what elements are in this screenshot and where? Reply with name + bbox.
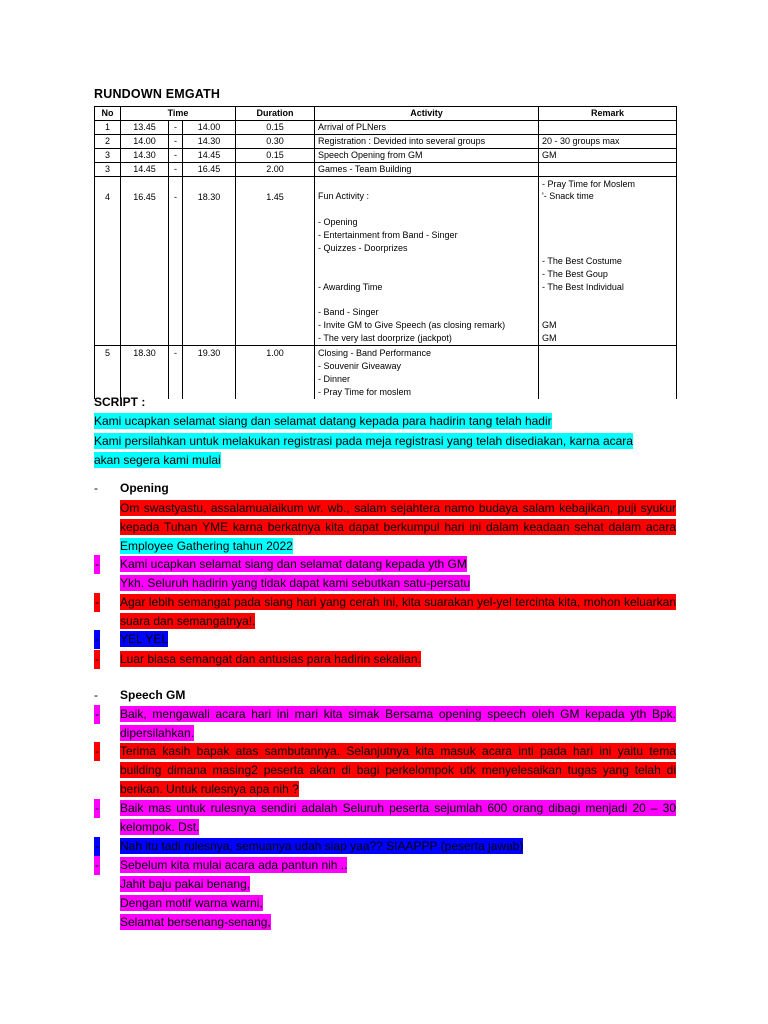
- activity-line: Closing - Band Performance: [318, 348, 432, 359]
- speech-paragraph-3: Baik mas untuk rulesnya sendiri adalah Seluruh peserta sejumlah 600 orang dibagi menjadi 20 – 30 kelompok. Dst.: [120, 801, 676, 834]
- table-row: [95, 346, 677, 399]
- cell-no: 4: [95, 176, 121, 346]
- cell-no: 3: [95, 162, 121, 176]
- activity-line: [318, 178, 535, 191]
- line-bullet: -: [94, 837, 100, 856]
- header-duration: Duration: [236, 107, 315, 121]
- event-name: Employee Gathering tahun 2022: [120, 539, 293, 553]
- opening-paragraph-5: YEL YEL: [120, 632, 169, 646]
- cell-no: 5: [95, 346, 121, 399]
- cell-remark: [539, 162, 677, 176]
- cell-start: 14.30: [121, 148, 169, 162]
- cell-remark: [539, 121, 677, 135]
- activity-line: - Awarding Time: [318, 281, 383, 292]
- cell-activity: [315, 346, 539, 399]
- line-bullet: -: [94, 705, 100, 724]
- opening-text: Om swastyastu, assalamualaikum wr. wb., salam sejahtera namo budaya salam kebajikan, puji syukur kepada Tuhan YME karna berkatnya kita dapat berkumpul hari ini dalam keadaan sehat dalam acara: [120, 501, 676, 534]
- pantun-line-1: Jahit baju pakai benang,: [120, 877, 251, 891]
- remark-line: - The Best Goup: [542, 268, 608, 279]
- cell-activity: [315, 121, 539, 135]
- activity-line: - Quizzes - Doorprizes: [318, 243, 408, 254]
- activity-line: - Band - Singer: [318, 307, 379, 318]
- cell-dash: -: [169, 162, 183, 176]
- speech-paragraph-1: Baik, mengawali acara hari ini mari kita simak Bersama opening speech oleh GM kepada yth Bpk. dipersilahkan.: [120, 707, 676, 740]
- opening-paragraph-3: Ykh. Seluruh hadirin yang tidak dapat kami sebutkan satu-persatu: [120, 576, 471, 590]
- remark-line: [542, 216, 673, 229]
- cell-remark: [539, 346, 677, 399]
- activity-line: [318, 203, 535, 216]
- activity-line: - Dinner: [318, 373, 351, 384]
- remark-line: [542, 347, 673, 360]
- remark-line: GM: [542, 320, 557, 331]
- cell-no: 1: [95, 121, 121, 135]
- activity-line: Games - Team Building: [318, 163, 412, 174]
- line-bullet: -: [94, 650, 100, 669]
- remark-line: [542, 386, 673, 399]
- activity-line: - Souvenir Giveaway: [318, 361, 402, 372]
- line-bullet: -: [94, 742, 100, 761]
- cell-end: 19.30: [183, 346, 236, 399]
- intro-line: Kami ucapkan selamat siang dan selamat datang kepada para hadirin tang telah hadir: [94, 414, 552, 428]
- remark-line: '- Snack time: [542, 191, 594, 202]
- cell-dash: -: [169, 148, 183, 162]
- intro-line: akan segera kami mulai: [94, 453, 221, 467]
- remark-line: [542, 163, 673, 176]
- cell-start: 14.00: [121, 134, 169, 148]
- cell-duration: 1.00: [236, 346, 315, 399]
- activity-line: - Pray Time for moslem: [318, 386, 412, 397]
- remark-line: 20 - 30 groups max: [542, 135, 620, 146]
- speech-paragraph-4: Nah itu tadi rulesnya, semuanya udah siap yaa?? SIAAPPP (peserta jawab): [120, 839, 524, 853]
- section-bullet: -: [94, 688, 98, 702]
- cell-start: 14.45: [121, 162, 169, 176]
- cell-duration: 0.15: [236, 148, 315, 162]
- cell-dash: -: [169, 346, 183, 399]
- remark-line: - The Best Individual: [542, 281, 624, 292]
- document-title: RUNDOWN EMGATH: [94, 87, 221, 101]
- cell-end: 14.45: [183, 148, 236, 162]
- cell-start: 16.45: [121, 176, 169, 346]
- table-row: [95, 121, 677, 135]
- opening-paragraph-2: Kami ucapkan selamat siang dan selamat datang kepada yth GM: [120, 557, 467, 571]
- intro-block: [94, 412, 676, 471]
- activity-line: Fun Activity :: [318, 191, 370, 202]
- table-row: [95, 148, 677, 162]
- speech-paragraph-5: Sebelum kita mulai acara ada pantun nih ..: [120, 858, 348, 872]
- cell-activity: [315, 134, 539, 148]
- cell-start: 13.45: [121, 121, 169, 135]
- activity-line: [318, 255, 535, 268]
- cell-duration: 1.45: [236, 176, 315, 346]
- header-time: Time: [121, 107, 236, 121]
- line-bullet: -: [94, 630, 100, 649]
- cell-remark: [539, 134, 677, 148]
- cell-duration: 0.30: [236, 134, 315, 148]
- cell-activity: [315, 162, 539, 176]
- cell-dash: -: [169, 176, 183, 346]
- remark-line: GM: [542, 149, 557, 160]
- cell-start: 18.30: [121, 346, 169, 399]
- table-row: [95, 176, 677, 346]
- section-bullet: -: [94, 481, 98, 495]
- header-no: No: [95, 107, 121, 121]
- opening-paragraph-6: Luar biasa semangat dan antusias para hadirin sekalian.: [120, 652, 421, 666]
- cell-end: 14.00: [183, 121, 236, 135]
- cell-remark: [539, 176, 677, 346]
- line-bullet: -: [94, 856, 100, 875]
- remark-line: [542, 360, 673, 373]
- remark-line: [542, 203, 673, 216]
- line-bullet: -: [94, 593, 100, 612]
- remark-line: [542, 121, 673, 134]
- cell-end: 16.45: [183, 162, 236, 176]
- cell-activity: [315, 176, 539, 346]
- activity-line: [318, 294, 535, 307]
- cell-no: 2: [95, 134, 121, 148]
- remark-line: [542, 306, 673, 319]
- remark-line: [542, 294, 673, 307]
- header-activity: Activity: [315, 107, 539, 121]
- rundown-table: [94, 106, 677, 399]
- cell-duration: 0.15: [236, 121, 315, 135]
- remark-line: - Pray Time for Moslem: [542, 178, 636, 189]
- opening-heading: Opening: [120, 481, 169, 495]
- cell-activity: [315, 148, 539, 162]
- opening-paragraph-1: [120, 499, 676, 556]
- activity-line: - Invite GM to Give Speech (as closing remark): [318, 320, 506, 331]
- cell-dash: -: [169, 121, 183, 135]
- activity-line: - Opening: [318, 217, 358, 228]
- table-row: [95, 134, 677, 148]
- cell-dash: -: [169, 134, 183, 148]
- remark-line: - The Best Costume: [542, 255, 622, 266]
- activity-line: - Entertainment from Band - Singer: [318, 230, 458, 241]
- intro-line: Kami persilahkan untuk melakukan registrasi pada meja registrasi yang telah disediakan, karna acara: [94, 433, 633, 448]
- cell-remark: [539, 148, 677, 162]
- cell-end: 14.30: [183, 134, 236, 148]
- pantun-line-2: Dengan motif warna warni,: [120, 896, 263, 910]
- activity-line: - The very last doorprize (jackpot): [318, 333, 452, 344]
- cell-end: 18.30: [183, 176, 236, 346]
- speech-paragraph-2: Terima kasih bapak atas sambutannya. Selanjutnya kita masuk acara inti pada hari ini yaitu tema building dimana masing2 peserta akan di bagi perkelompok utk menyelesaikan tugas yang telah di berikan. Untuk rulesnya apa nih ?: [120, 744, 676, 796]
- activity-line: Registration : Devided into several groups: [318, 135, 486, 146]
- table-row: [95, 162, 677, 176]
- header-remark: Remark: [539, 107, 677, 121]
- pantun-line-3: Selamat bersenang-senang,: [120, 915, 271, 929]
- table-header-row: [95, 107, 677, 121]
- cell-duration: 2.00: [236, 162, 315, 176]
- remark-line: GM: [542, 333, 557, 344]
- remark-line: [542, 373, 673, 386]
- cell-no: 3: [95, 148, 121, 162]
- line-bullet: -: [94, 799, 100, 818]
- opening-paragraph-4: Agar lebih semangat pada siang hari yang cerah ini, kita suarakan yel-yel tercinta kita, mohon keluarkan suara dan semangatnya!.: [120, 595, 676, 628]
- remark-line: [542, 229, 673, 242]
- speech-heading: Speech GM: [120, 688, 186, 702]
- activity-line: Speech Opening from GM: [318, 149, 423, 160]
- activity-line: Arrival of PLNers: [318, 122, 387, 132]
- remark-line: [542, 242, 673, 255]
- line-bullet: -: [94, 555, 100, 574]
- script-label: SCRIPT :: [94, 395, 146, 409]
- activity-line: [318, 268, 535, 281]
